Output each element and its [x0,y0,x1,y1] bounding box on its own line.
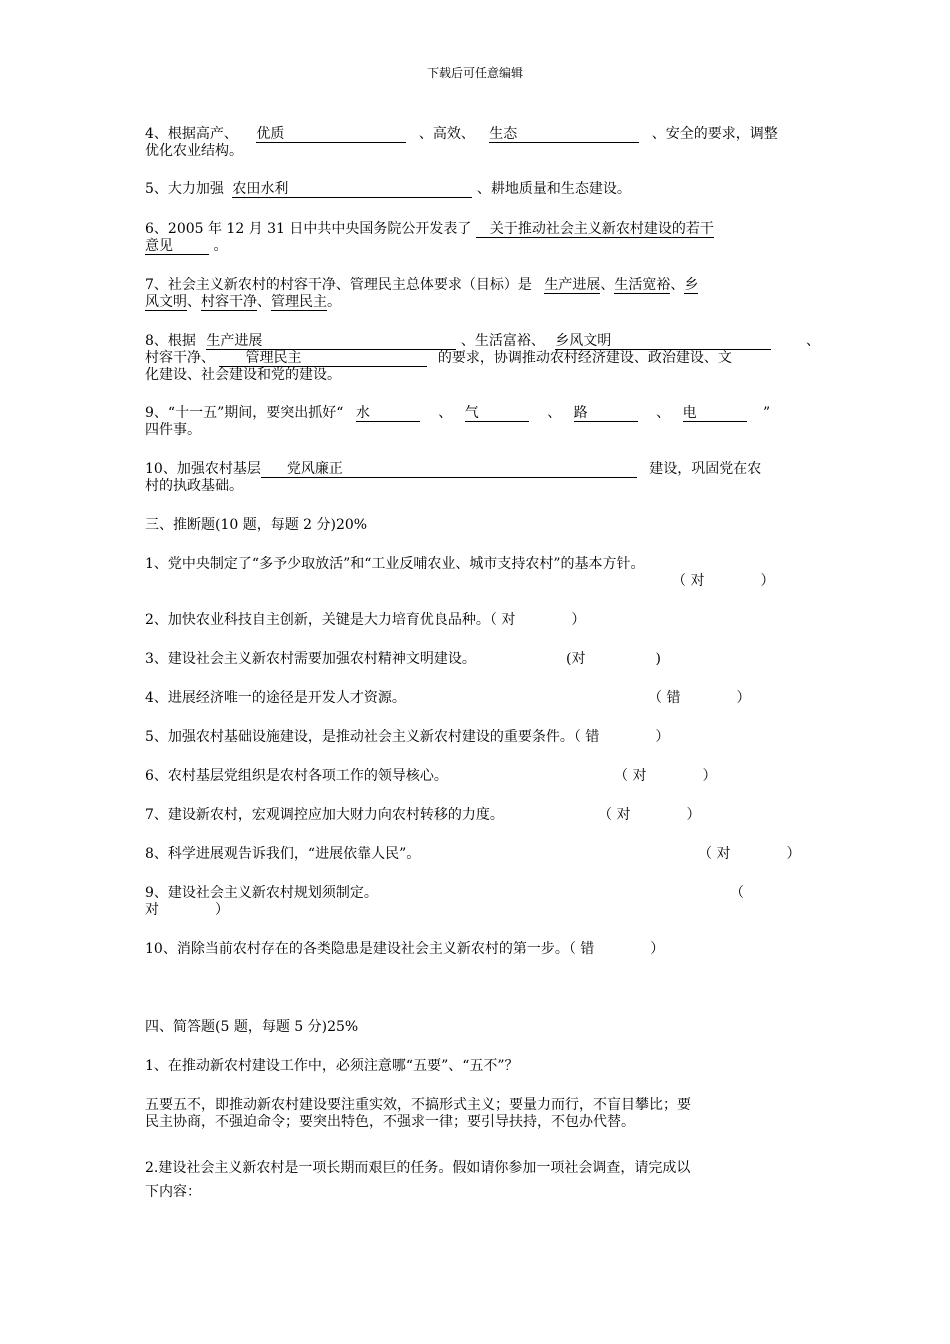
q7-answer-2: 生活宽裕 [614,277,671,293]
judge-item-3: 3、建设社会主义新农村需要加强农村精神文明建设。 [145,651,476,667]
q10-text-a: 10、加强农村基层 [145,461,261,477]
q5-text-a: 5、大力加强 [145,181,224,197]
q9-answer-3: 路 [574,406,638,422]
judge-item-4: 4、进展经济唯一的途径是开发人才资源。 [145,690,406,706]
short-answer-1-line1: 五要五不，即推动新农村建设要注重实效，不搞形式主义；要量力而行，不盲目攀比；要 [145,1097,691,1113]
judge-answer-1: （ 对 ） [672,573,775,589]
q8-answer-1: 生产进展 [206,334,456,350]
q4-line2: 优化农业结构。 [145,143,243,159]
q9-line1: 9、“十一五”期间，要突出抓好“ 水 、 气 、 路 、 电 ” [145,405,771,421]
q9-line2: 四件事。 [145,422,201,438]
q8-text-b: 、生活富裕、 [460,333,545,349]
judge-answer-8: （ 对 ） [698,846,801,862]
q4-text-a: 4、根据高产、 [145,126,238,142]
page-header: 下载后可任意编辑 [426,66,523,80]
q7-line1: 7、社会主义新农村的村容干净、管理民主总体要求（目标）是 生产进展、生活宽裕、乡 [145,277,699,293]
q7-text-a: 7、社会主义新农村的村容干净、管理民主总体要求（目标）是 [145,277,532,293]
q4-answer-2: 生态 [489,127,639,143]
q7-answer-1: 生产进展 [544,277,601,293]
judge-item-6: 6、农村基层党组织是农村各项工作的领导核心。 [145,768,448,784]
judge-item-10: 10、消除当前农村存在的各类隐患是建设社会主义新农村的第一步。（ 错 ） [145,941,665,957]
q6-line2 [145,238,227,255]
judge-item-2: 2、加快农业科技自主创新，关键是大力培育优良品种。（ 对 ） [145,612,586,628]
q6-answer-1: 关于推动社会主义新农村建设的若干 [476,222,714,238]
q8-text-e: 的要求，协调推动农村经济建设、政治建设、文 [437,350,732,366]
q8-text-a: 8、根据 [145,333,196,349]
q9-text-a: 9、“十一五”期间，要突出抓好“ [145,405,344,421]
judge-item-8: 8、科学进展观告诉我们，“进展依靠人民”。 [145,846,421,862]
q6-line1 [145,221,714,238]
short-answer-1-line2: 民主协商，不强迫命令；要突出特色，不强求一律；要引导扶持，不包办代替。 [145,1114,635,1130]
q8-answer-2: 乡风文明 [555,334,771,350]
q10-line1 [145,461,761,478]
judge-answer-3: (对 ) [566,651,661,667]
q7-answer-5: 村容干净 [201,294,257,310]
q6-text-a: 6、2005 年 12 月 31 日中共中央国务院公开发表了 [145,221,472,237]
judge-item-1: 1、党中央制定了“多予少取放活”和“工业反哺农业、城市支持农村”的基本方针。 [145,556,645,572]
q8-line3: 化建设、社会建设和党的建设。 [145,367,341,383]
section3-title: 三、推断题(10 题，每题 2 分)20% [145,517,368,533]
judge-item-5: 5、加强农村基础设施建设，是推动社会主义新农村建设的重要条件。（ 错 ） [145,729,670,745]
q10-text-b: 建设，巩固党在农 [649,461,762,477]
q4-answer-1: 优质 [256,127,406,143]
q8-line1 [145,333,771,350]
q9-answer-2: 气 [465,406,529,422]
q8-line2 [145,350,732,367]
q7-answer-3: 乡 [684,277,699,293]
judge-answer-9-open: （ [730,885,744,901]
q5-line [145,181,631,198]
q8-text-c: 、 [806,333,820,349]
q7-answer-4: 风文明 [145,294,187,310]
judge-answer-6: （ 对 ） [614,768,717,784]
q10-answer: 党风廉正 [261,462,637,478]
q7-line2: 风文明、村容干净、管理民主。 [145,294,341,310]
short-question-1: 1、在推动新农村建设工作中，必须注意哪“五要”、“五不”？ [145,1058,519,1074]
q4-text-c: 、安全的要求，调整 [651,126,778,142]
judge-item-7: 7、建设新农村，宏观调控应加大财力向农村转移的力度。 [145,807,504,823]
q9-answer-4: 电 [683,406,747,422]
judge-answer-9: 对 ） [145,902,229,918]
section4-title: 四、简答题(5 题，每题 5 分)25% [145,1019,359,1035]
q9-answer-1: 水 [356,406,420,422]
q4-text-b: 、高效、 [418,126,475,142]
judge-answer-4: （ 错 ） [648,690,751,706]
short-question-2-line2: 下内容： [145,1184,201,1200]
q7-answer-6: 管理民主 [271,294,327,310]
short-question-2-line1: 2.建设社会主义新农村是一项长期而艰巨的任务。假如请你参加一项社会调查，请完成以 [145,1160,691,1176]
judge-answer-7: （ 对 ） [598,807,701,823]
q10-line2: 村的执政基础。 [145,478,243,494]
q4-line1 [145,126,778,143]
q6-text-b: 。 [213,238,228,254]
q5-text-b: 、耕地质量和生态建设。 [476,181,631,197]
q6-answer-2: 意见 [145,239,209,255]
q8-text-d: 村容干净、 [145,350,215,366]
q5-answer: 农田水利 [232,182,472,198]
judge-item-9: 9、建设社会主义新农村规划须制定。 [145,885,378,901]
q8-answer-3: 管理民主 [219,351,427,367]
